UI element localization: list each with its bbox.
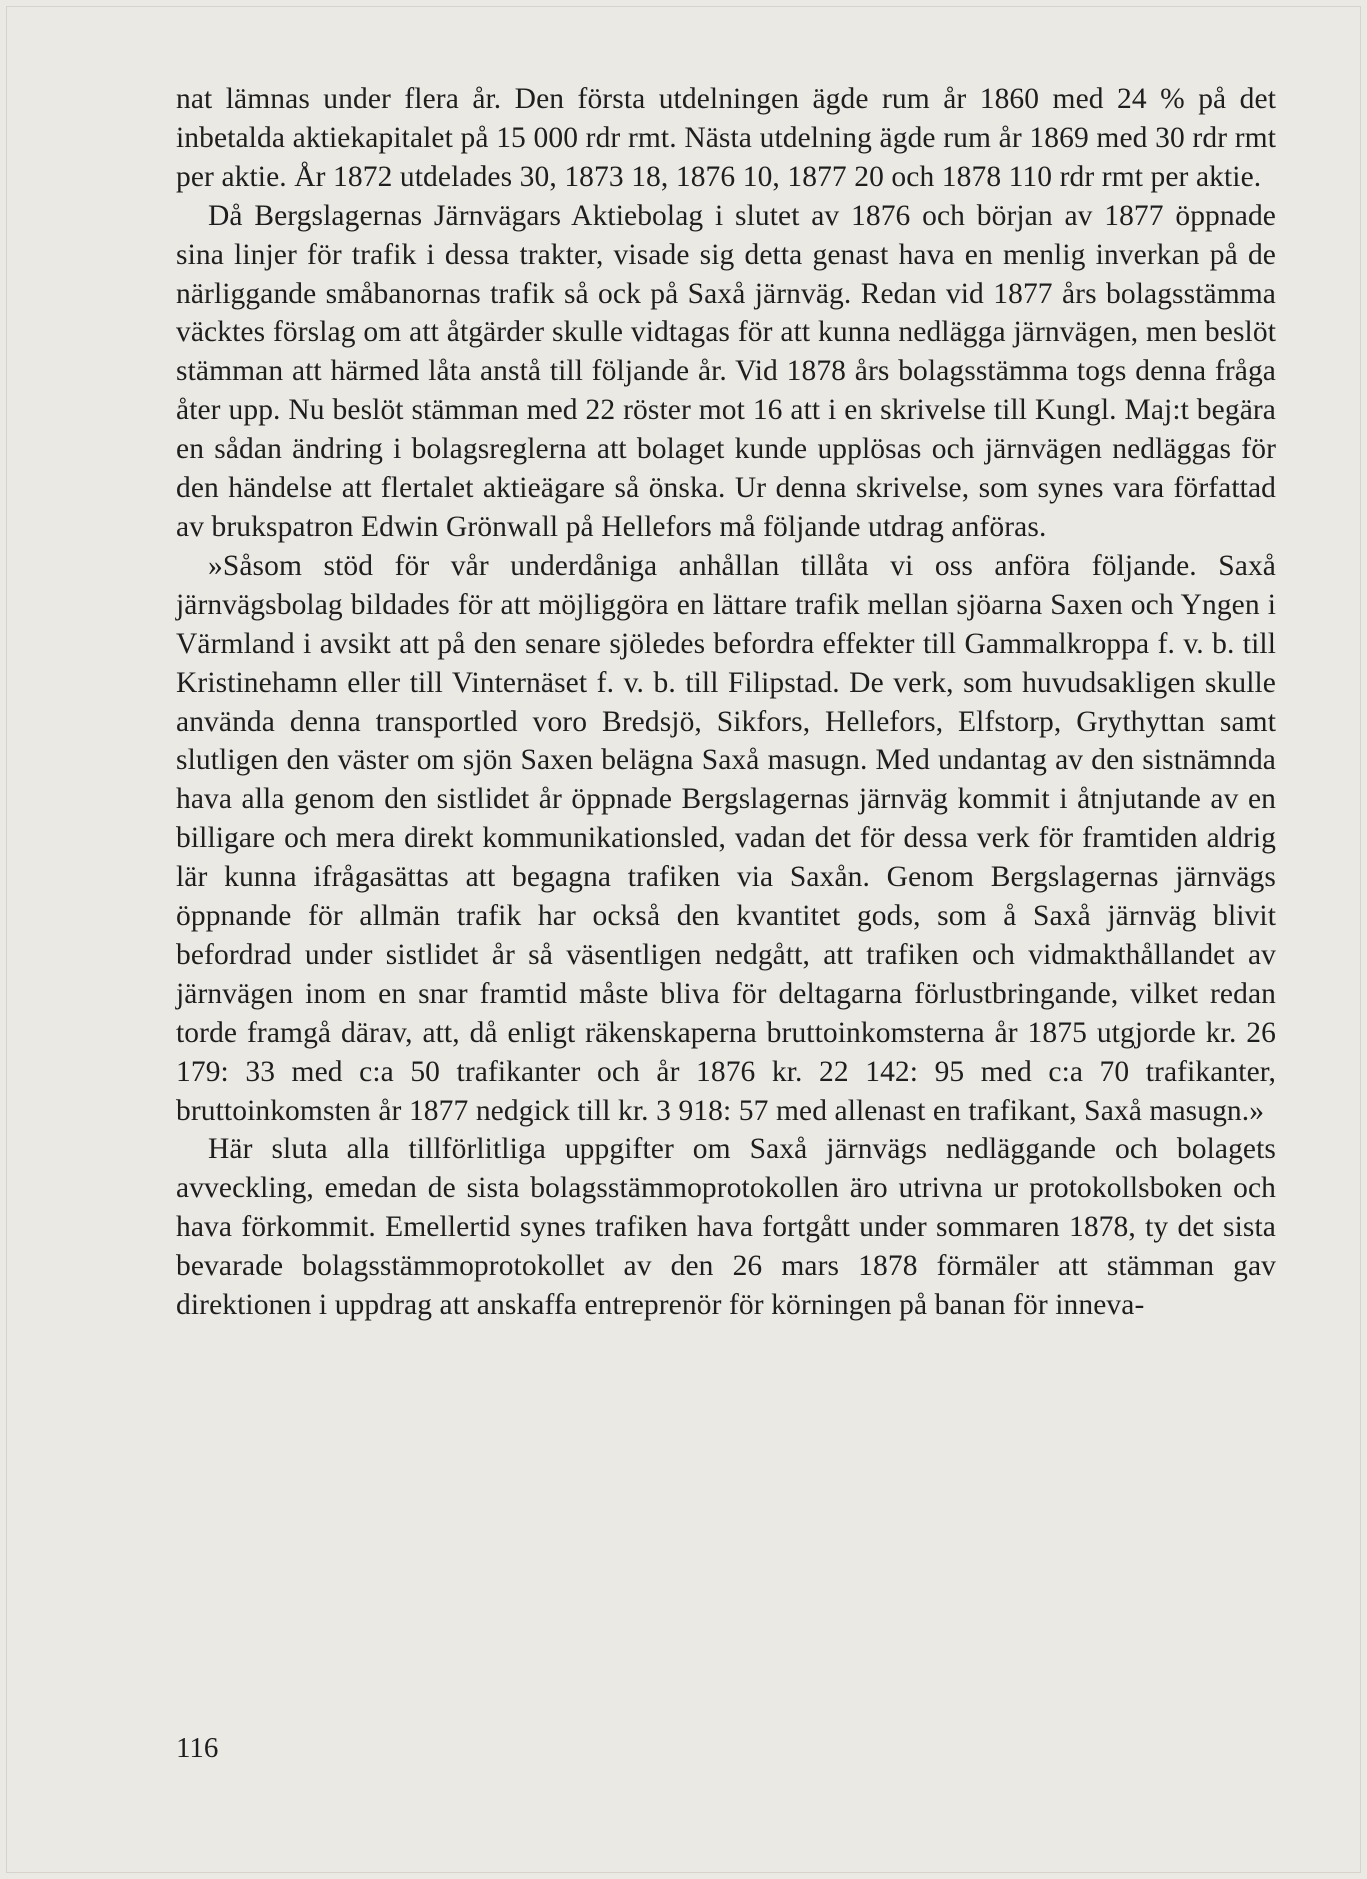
paragraph-dividend-history: nat lämnas under flera år. Den första utdelningen ägde rum år 1860 med 24 % på det inbetalda aktiekapitalet på 15 000 rdr rmt. Nästa utdelning ägde rum år 1869 med 30 rdr rmt per aktie. År 1872 utdelades 30, 1873 18, 1876 10, 1877 20 och 1878 110 rdr rmt per aktie. (176, 83, 1276, 193)
paragraph-liquidation: Här sluta alla tillförlitliga uppgifter om Saxå järnvägs nedläggande och bolagets avveckling, emedan de sista bolagsstämmoprotokollen äro utrivna ur protokollsboken och hava förkommit. Emellertid synes trafiken hava fortgått under sommaren 1878, ty det sista bevarade bolagsstämmoprotokollet av den 26 mars 1878 förmäler att stämman gav direktionen i uppdrag att anskaffa entreprenör för körningen på banan för inneva- (176, 1133, 1276, 1322)
paragraph-bergslagernas-opening: Då Bergslagernas Järnvägars Aktiebolag i slutet av 1876 och början av 1877 öppnade sina linjer för trafik i dessa trakter, visade sig detta genast hava en menlig inverkan på de närliggande småbanornas trafik så ock på Saxå järnväg. Redan vid 1877 års bolagsstämma väcktes förslag om att åtgärder skulle vidtagas för att kunna nedlägga järnvägen, men beslöt stämman att härmed låta anstå till följande år. Vid 1878 års bolagsstämma togs denna fråga åter upp. Nu beslöt stämman med 22 röster mot 16 att i en skrivelse till Kungl. Maj:t begära en sådan ändring i bolagsreglerna att bolaget kunde upplösas och järnvägen nedläggas för den händelse att flertalet aktieägare så önska. Ur denna skrivelse, som synes vara författad av brukspatron Edwin Grönwall på Hellefors må följande utdrag anföras. (176, 199, 1276, 543)
paragraph-quoted-petition: »Såsom stöd för vår underdåniga anhållan tillåta vi oss anföra följande. Saxå järnvägsbolag bildades för att möjliggöra en lättare trafik mellan sjöarna Saxen och Yngen i Värmland i avsikt att på den senare sjöledes befordra effekter till Gammalkroppa f. v. b. till Kristinehamn eller till Vinternäset f. v. b. till Filipstad. De verk, som huvudsakligen skulle använda denna transportled voro Bredsjö, Sikfors, Hellefors, Elfstorp, Grythyttan samt slutligen den väster om sjön Saxen belägna Saxå masugn. Med undantag av den sistnämnda hava alla genom den sistlidet år öppnade Bergslagernas järnväg kommit i åtnjutande av en billigare och mera direkt kommunikationsled, vadan det för dessa verk för framtiden aldrig lär kunna ifrågasättas att begagna trafiken via Saxån. Genom Bergslagernas järnvägs öppnande för allmän trafik har också den kvantitet gods, som å Saxå järnväg blivit befordrad under sistlidet år så väsentligen nedgått, att trafiken och vidmakthållandet av järnvägen inom en snar framtid måste bliva för deltagarna förlustbringande, vilket redan torde framgå därav, att, då enligt räkenskaperna bruttoinkomsterna år 1875 utgjorde kr. 26 179: 33 med c:a 50 trafikanter och år 1876 kr. 22 142: 95 med c:a 70 trafikanter, bruttoinkomsten år 1877 nedgick till kr. 3 918: 57 med allenast en trafikant, Saxå masugn.» (176, 549, 1276, 1127)
page-number: 116 (176, 1732, 219, 1764)
body-text (176, 80, 1276, 1325)
